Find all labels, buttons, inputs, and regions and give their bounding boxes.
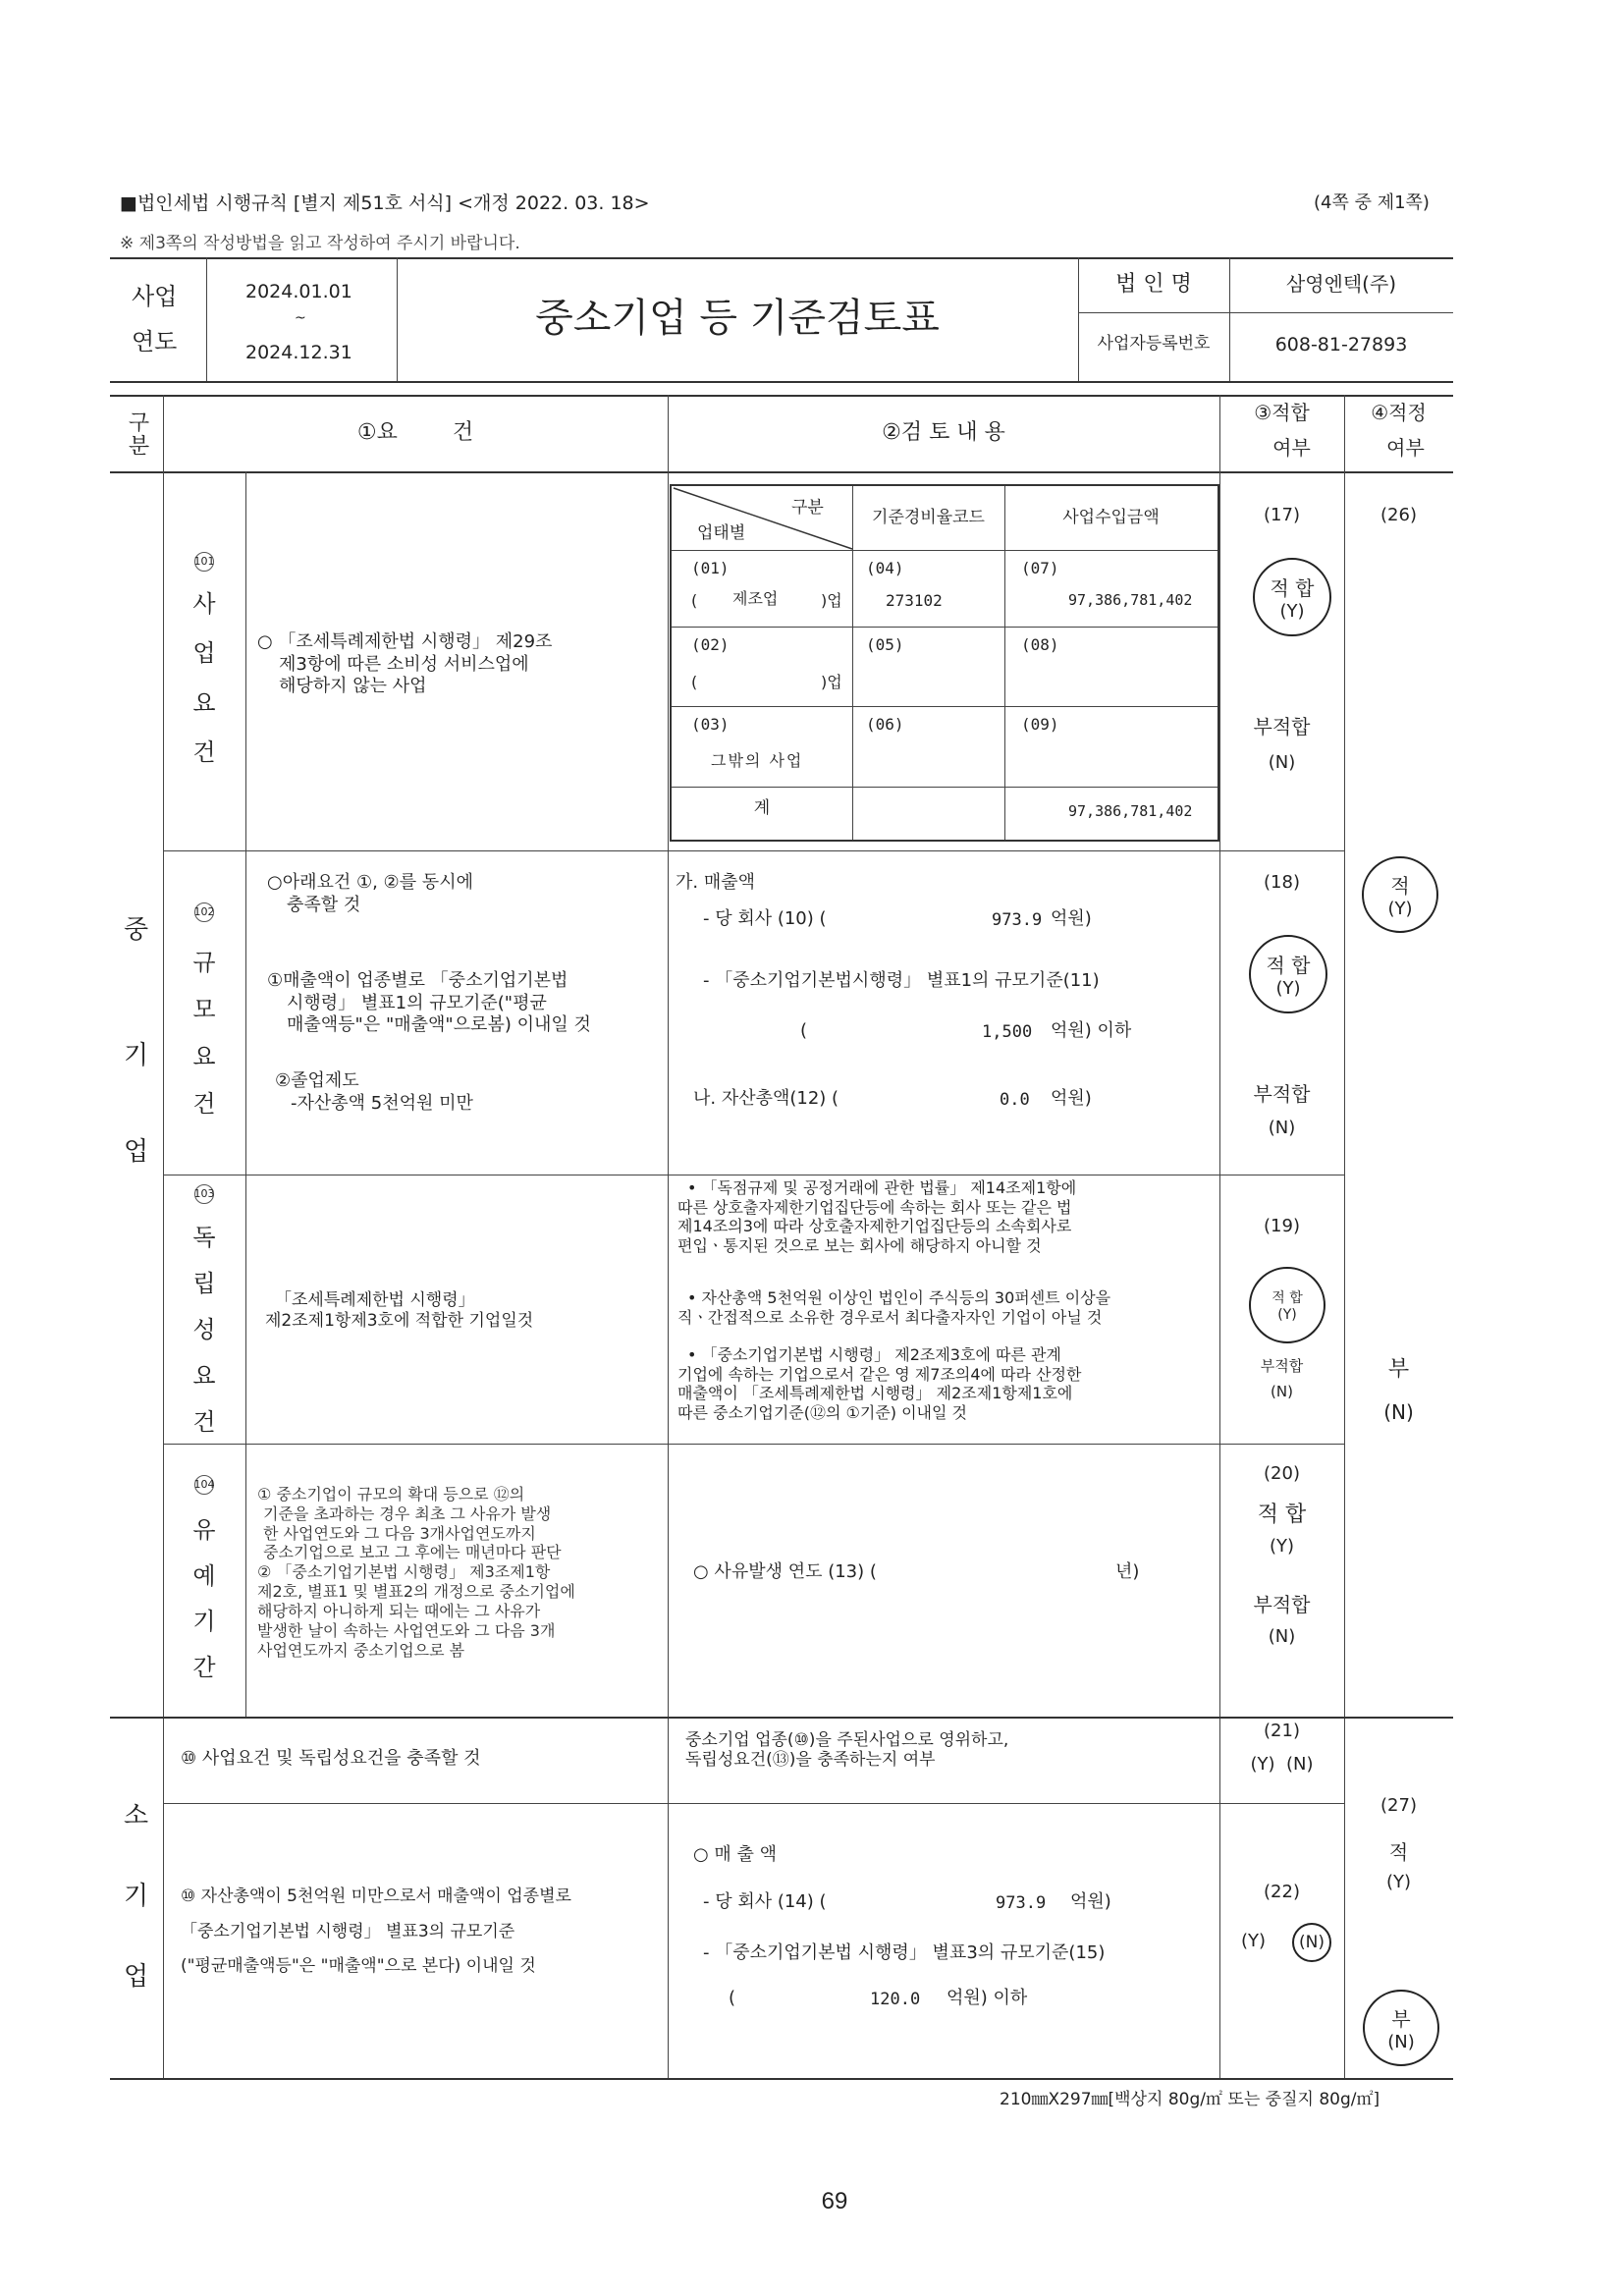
company-sales-label: - 당 회사 (10) ( xyxy=(703,908,827,929)
cell-bracket: )업 xyxy=(821,591,842,610)
total-revenue: 97,386,781,402 xyxy=(1068,802,1193,820)
col-header-proper: 여부 xyxy=(1386,436,1425,460)
small-review-a: 중소기업 업종(⑩)을 주된사업으로 영위하고, 독립성요건(⑬)을 충족하는지 여부 xyxy=(685,1730,1009,1771)
col-code-header: 기준경비율코드 xyxy=(872,508,985,527)
group-label-medium: 업 xyxy=(124,1137,149,1167)
col-amount-header: 사업수입금액 xyxy=(1062,508,1160,527)
small-scale-standard-label: - 「중소기업기본법 시행령」 별표3의 규모기준(15) xyxy=(703,1942,1106,1963)
total-assets-label: 나. 자산총액(12) ( xyxy=(693,1088,839,1109)
total-assets-unit: 억원) xyxy=(1051,1088,1092,1109)
proper-no-circled: 부 (N) xyxy=(1363,1990,1439,2066)
business-type-table xyxy=(670,484,1219,842)
scale-requirement-1: ①매출액이 업종별로 「중소기업기본법 시행령」 별표1의 규모기준("평균 매출액등"은 "매출액"으로봄) 이내일 것 xyxy=(267,970,591,1035)
section-label-business: 사 업 요 건 xyxy=(192,590,216,766)
section-label-grace: 유 예 기 간 xyxy=(192,1516,216,1681)
small-company-sales-value: 973.9 xyxy=(996,1893,1047,1913)
fit-b-no-circled: (N) xyxy=(1292,1923,1331,1962)
other-business-label: 그밖의 사업 xyxy=(711,751,804,770)
section-number-102: 102 xyxy=(163,901,245,922)
page-number: 69 xyxy=(821,2188,848,2214)
fit-yes-circled: 적 합 (Y) xyxy=(1249,1267,1325,1343)
scale-standard-label: - 「중소기업기본법시행령」 별표1의 규모기준(11) xyxy=(703,970,1100,991)
fit-yes-circled: 적 합 (Y) xyxy=(1249,935,1327,1013)
small-company-sales-label: - 당 회사 (14) ( xyxy=(703,1891,827,1912)
section-number-103: 103 xyxy=(163,1182,245,1204)
col-header-review: ②검 토 내 용 xyxy=(882,420,1005,445)
section-number-104: 104 xyxy=(163,1473,245,1495)
section-label-scale: 규 모 요 건 xyxy=(192,949,216,1118)
cell-bracket: )업 xyxy=(821,673,842,691)
independence-review-3: • 「중소기업기본법 시행령」 제2조제3호에 따른 관계 기업에 속하는 기업으로서 같은 영 제7조의4에 따라 산정한 매출액이 「조세특례제한법 시행령」 제2조제1항제1호에 따른 중소기업기준(⑫의 ①기준) 이내일 것 xyxy=(677,1345,1082,1422)
col-header-proper: ④적정 xyxy=(1371,401,1427,424)
fit-a-yn: (Y) (N) xyxy=(1250,1754,1314,1775)
fit-ref-20: (20) xyxy=(1264,1463,1300,1484)
business-revenue: 97,386,781,402 xyxy=(1068,591,1193,609)
fit-yes-circled: 적 합 (Y) xyxy=(1253,558,1331,636)
group-label-small: 기 xyxy=(124,1882,149,1911)
company-sales-unit: 억원) xyxy=(1051,908,1092,929)
cell-code: (04) xyxy=(866,559,904,577)
corner-header: 업태별 xyxy=(697,523,746,543)
proper-yes-circled: 적 (Y) xyxy=(1362,856,1438,933)
scale-requirement-intro: ○아래요건 ①, ②를 동시에 충족할 것 xyxy=(267,872,473,915)
sales-title: 가. 매출액 xyxy=(676,872,755,893)
small-requirement-a: ⑩ 사업요건 및 독립성요건을 충족할 것 xyxy=(181,1748,481,1769)
small-scale-standard-value: 120.0 xyxy=(870,1990,921,2009)
scale-requirement-2: ②졸업제도 -자산총액 5천억원 미만 xyxy=(275,1070,473,1114)
cell-code: (09) xyxy=(1021,715,1059,734)
scale-standard-unit: 억원) 이하 xyxy=(1051,1020,1132,1041)
form-title: 중소기업 등 기준검토표 xyxy=(535,296,940,341)
col-header-requirement: ①요 건 xyxy=(356,420,474,445)
cell-code: (06) xyxy=(866,715,904,734)
fit-ref-18: (18) xyxy=(1264,872,1300,893)
group-label-medium: 중 xyxy=(124,915,149,945)
fit-no-code: (N) xyxy=(1271,1383,1293,1400)
proper-yes-code: (Y) xyxy=(1385,1872,1412,1892)
fit-b-yes: (Y) xyxy=(1241,1931,1267,1951)
fit-no-code: (N) xyxy=(1268,752,1296,773)
proper-no-code: (N) xyxy=(1383,1400,1414,1424)
small-sales-title: ○ 매 출 액 xyxy=(693,1844,778,1865)
fit-no-code: (N) xyxy=(1268,1118,1296,1138)
col-header-fit: 여부 xyxy=(1272,436,1311,460)
fit-no-code: (N) xyxy=(1268,1626,1296,1647)
proper-no-label: 부 xyxy=(1387,1357,1410,1382)
scale-standard-open: ( xyxy=(800,1020,808,1041)
corp-name-label: 법 인 명 xyxy=(1115,272,1192,297)
fiscal-year-label: 연도 xyxy=(132,328,178,355)
business-requirement-text: ○ 「조세특례제한법 시행령」 제29조 제3항에 따른 소비성 서비스업에 해당하지 않는 사업 xyxy=(257,631,553,696)
page-indicator: (4쪽 중 제1쪽) xyxy=(1314,192,1430,213)
fit-ref-22: (22) xyxy=(1264,1882,1300,1902)
grace-requirement-text: ① 중소기업이 규모의 확대 등으로 ⑫의 기준을 초과하는 경우 최초 그 사유가 발생 한 사업연도와 그 다음 3개사업연도까지 중소기업으로 보고 그 후에는 매년마다 판단 ② 「중소기업기본법 시행령」 제3조제1항 제2호, 별표1 및 별표2의 개정으로 중소기업에 해당하지 아니하게 되는 때에는 그 사유가 발생한 날이 속하는 사업연도와 그 다음 3개 사업연도까지 중소기업으로 봄 xyxy=(257,1485,575,1660)
corp-name-value: 삼영엔텍(주) xyxy=(1285,272,1397,296)
cell-code: (07) xyxy=(1021,559,1059,577)
total-label: 계 xyxy=(753,798,771,818)
fit-no-label: 부적합 xyxy=(1253,1593,1311,1616)
period-start: 2024.01.01 xyxy=(245,281,352,302)
fit-no-label: 부적합 xyxy=(1253,1082,1311,1106)
group-label-medium: 기 xyxy=(124,1041,149,1070)
col-header-fit: ③적합 xyxy=(1254,401,1310,424)
fit-ref-17: (17) xyxy=(1264,505,1300,525)
section-number-101: 101 xyxy=(163,550,245,572)
scale-standard-value: 1,500 xyxy=(982,1022,1033,1042)
form-reference: ■법인세법 시행규칙 [별지 제51호 서식] <개정 2022. 03. 18> xyxy=(120,192,650,214)
reason-year-unit: 년) xyxy=(1115,1561,1140,1582)
company-sales-value: 973.9 xyxy=(992,910,1043,930)
independence-requirement-text: 「조세특례제한법 시행령」 제2조제1항제3호에 적합한 기업일것 xyxy=(265,1290,534,1332)
paper-spec: 210㎜X297㎜[백상지 80g/㎡ 또는 중질지 80g/㎡] xyxy=(1000,2090,1380,2109)
small-scale-standard-unit: 억원) 이하 xyxy=(947,1988,1028,2008)
proper-ref-27: (27) xyxy=(1380,1795,1417,1816)
fit-yes-code: (Y) xyxy=(1269,1536,1295,1557)
biz-reg-label: 사업자등록번호 xyxy=(1097,334,1211,354)
proper-ref-26: (26) xyxy=(1380,505,1417,525)
cell-code: (02) xyxy=(691,635,730,654)
col-header-category: 구분 xyxy=(125,410,149,458)
period-end: 2024.12.31 xyxy=(245,342,352,363)
fit-no-label: 부적합 xyxy=(1253,715,1311,738)
biz-reg-value: 608-81-27893 xyxy=(1274,334,1408,355)
small-requirement-b: ⑩ 자산총액이 5천억원 미만으로서 매출액이 업종별로 「중소기업기본법 시행령」 별표3의 규모기준 ("평균매출액등"은 "매출액"으로 본다) 이내일 것 xyxy=(181,1886,571,1977)
cell-code: (01) xyxy=(691,559,730,577)
cell-code: (08) xyxy=(1021,635,1059,654)
independence-review-2: • 자산총액 5천억원 이상인 법인이 주식등의 30퍼센트 이상을 직ㆍ간접적으로 소유한 경우로서 최다출자자인 기업이 아닐 것 xyxy=(677,1288,1111,1327)
standard-rate-code: 273102 xyxy=(886,591,943,610)
cell-bracket: ( xyxy=(691,673,698,691)
fit-yes-label: 적 합 xyxy=(1257,1503,1307,1527)
corner-header: 구분 xyxy=(791,498,824,518)
fiscal-year-label: 사업 xyxy=(132,283,178,310)
small-scale-standard-open: ( xyxy=(729,1988,736,2008)
business-type-value: 제조업 xyxy=(732,589,779,608)
cell-code: (05) xyxy=(866,635,904,654)
section-label-independence: 독 립 성 요 건 xyxy=(192,1224,216,1436)
period-separator: ~ xyxy=(295,310,306,326)
cell-code: (03) xyxy=(691,715,730,734)
fit-no-label: 부적합 xyxy=(1260,1357,1304,1375)
group-label-small: 소 xyxy=(124,1801,149,1831)
fit-ref-19: (19) xyxy=(1264,1216,1300,1236)
independence-review-1: • 「독점규제 및 공정거래에 관한 법률」 제14조제1항에 따른 상호출자제한기업집단등에 속하는 회사 또는 같은 법 제14조의3에 따라 상호출자제한기업집단등의 소속회사로 편입ㆍ통지된 것으로 보는 회사에 해당하지 아니할 것 xyxy=(677,1178,1077,1255)
reason-year-label: ○ 사유발생 연도 (13) ( xyxy=(693,1561,877,1582)
proper-yes-label: 적 xyxy=(1388,1840,1409,1864)
total-assets-value: 0.0 xyxy=(1000,1090,1030,1110)
group-label-small: 업 xyxy=(124,1962,149,1992)
instruction-note: ※ 제3쪽의 작성방법을 읽고 작성하여 주시기 바랍니다. xyxy=(120,234,520,253)
small-company-sales-unit: 억원) xyxy=(1070,1891,1111,1912)
cell-bracket: ( xyxy=(691,591,698,610)
fit-ref-21: (21) xyxy=(1264,1721,1300,1741)
